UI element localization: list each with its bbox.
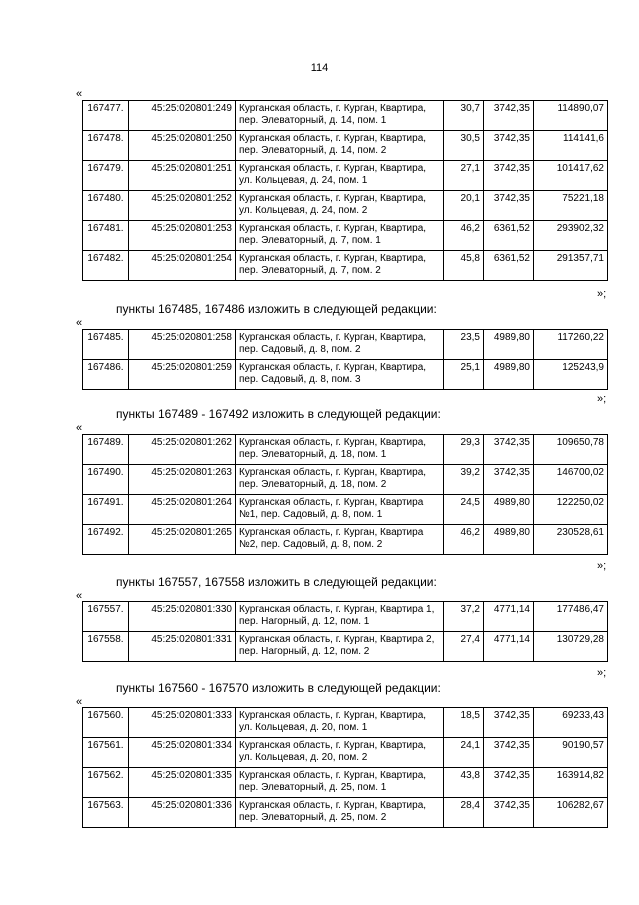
total-cell: 106282,67 — [534, 798, 608, 828]
table-row — [83, 738, 608, 768]
address-cell: Курганская область, г. Курган, Квартира, пер. Садовый, д. 8, пом. 2 — [236, 330, 444, 360]
price-cell: 3742,35 — [484, 191, 534, 221]
row-number-cell: 167485. — [83, 330, 129, 360]
amendment-heading: пункты 167485, 167486 изложить в следующей редакции: — [116, 302, 437, 316]
address-cell: Курганская область, г. Курган, Квартира, пер. Элеваторный, д. 25, пом. 2 — [236, 798, 444, 828]
close-quote: »; — [597, 667, 607, 679]
price-cell: 3742,35 — [484, 738, 534, 768]
close-quote: »; — [597, 288, 607, 300]
price-cell: 6361,52 — [484, 221, 534, 251]
table-row — [83, 161, 608, 191]
row-number-cell: 167490. — [83, 465, 129, 495]
price-cell: 3742,35 — [484, 131, 534, 161]
row-number-cell: 167481. — [83, 221, 129, 251]
row-number-cell: 167561. — [83, 738, 129, 768]
cadastral-number-cell: 45:25:020801:333 — [129, 708, 236, 738]
area-cell: 37,2 — [444, 602, 484, 632]
total-cell: 291357,71 — [534, 251, 608, 281]
total-cell: 101417,62 — [534, 161, 608, 191]
table-row — [83, 191, 608, 221]
address-cell: Курганская область, г. Курган, Квартира, ул. Кольцевая, д. 20, пом. 2 — [236, 738, 444, 768]
property-table — [82, 601, 608, 662]
open-quote: « — [76, 88, 83, 100]
price-cell: 6361,52 — [484, 251, 534, 281]
area-cell: 39,2 — [444, 465, 484, 495]
total-cell: 114890,07 — [534, 101, 608, 131]
cadastral-number-cell: 45:25:020801:251 — [129, 161, 236, 191]
address-cell: Курганская область, г. Курган, Квартира, пер. Садовый, д. 8, пом. 3 — [236, 360, 444, 390]
cadastral-number-cell: 45:25:020801:335 — [129, 768, 236, 798]
cadastral-number-cell: 45:25:020801:254 — [129, 251, 236, 281]
table-row — [83, 768, 608, 798]
cadastral-number-cell: 45:25:020801:334 — [129, 738, 236, 768]
price-cell: 4989,80 — [484, 360, 534, 390]
total-cell: 109650,78 — [534, 435, 608, 465]
price-cell: 4989,80 — [484, 495, 534, 525]
table-row — [83, 632, 608, 662]
cadastral-number-cell: 45:25:020801:250 — [129, 131, 236, 161]
area-cell: 30,5 — [444, 131, 484, 161]
table-row — [83, 330, 608, 360]
total-cell: 75221,18 — [534, 191, 608, 221]
table-row — [83, 435, 608, 465]
row-number-cell: 167482. — [83, 251, 129, 281]
cadastral-number-cell: 45:25:020801:264 — [129, 495, 236, 525]
table-row — [83, 360, 608, 390]
address-cell: Курганская область, г. Курган, Квартира, пер. Элеваторный, д. 7, пом. 2 — [236, 251, 444, 281]
total-cell: 130729,28 — [534, 632, 608, 662]
property-table — [82, 707, 608, 828]
area-cell: 18,5 — [444, 708, 484, 738]
table-row — [83, 602, 608, 632]
row-number-cell: 167480. — [83, 191, 129, 221]
table-row — [83, 101, 608, 131]
amendment-heading: пункты 167557, 167558 изложить в следующей редакции: — [116, 575, 437, 589]
row-number-cell: 167492. — [83, 525, 129, 555]
open-quote: « — [76, 317, 83, 329]
area-cell: 25,1 — [444, 360, 484, 390]
cadastral-number-cell: 45:25:020801:252 — [129, 191, 236, 221]
close-quote: »; — [597, 560, 607, 572]
address-cell: Курганская область, г. Курган, Квартира, пер. Элеваторный, д. 14, пом. 1 — [236, 101, 444, 131]
price-cell: 4771,14 — [484, 632, 534, 662]
total-cell: 114141,6 — [534, 131, 608, 161]
total-cell: 163914,82 — [534, 768, 608, 798]
row-number-cell: 167562. — [83, 768, 129, 798]
price-cell: 4989,80 — [484, 330, 534, 360]
address-cell: Курганская область, г. Курган, Квартира, пер. Элеваторный, д. 14, пом. 2 — [236, 131, 444, 161]
address-cell: Курганская область, г. Курган, Квартира 1, пер. Нагорный, д. 12, пом. 1 — [236, 602, 444, 632]
cadastral-number-cell: 45:25:020801:259 — [129, 360, 236, 390]
price-cell: 3742,35 — [484, 435, 534, 465]
price-cell: 3742,35 — [484, 768, 534, 798]
cadastral-number-cell: 45:25:020801:263 — [129, 465, 236, 495]
total-cell: 90190,57 — [534, 738, 608, 768]
total-cell: 69233,43 — [534, 708, 608, 738]
area-cell: 27,1 — [444, 161, 484, 191]
close-quote: »; — [597, 393, 607, 405]
amendment-heading: пункты 167489 - 167492 изложить в следующей редакции: — [116, 407, 441, 421]
area-cell: 27,4 — [444, 632, 484, 662]
price-cell: 3742,35 — [484, 101, 534, 131]
total-cell: 293902,32 — [534, 221, 608, 251]
row-number-cell: 167563. — [83, 798, 129, 828]
area-cell: 46,2 — [444, 525, 484, 555]
page-number: 114 — [310, 62, 329, 74]
table-row — [83, 131, 608, 161]
price-cell: 3742,35 — [484, 465, 534, 495]
price-cell: 4771,14 — [484, 602, 534, 632]
row-number-cell: 167486. — [83, 360, 129, 390]
address-cell: Курганская область, г. Курган, Квартира 2, пер. Нагорный, д. 12, пом. 2 — [236, 632, 444, 662]
row-number-cell: 167489. — [83, 435, 129, 465]
property-table — [82, 434, 608, 555]
area-cell: 29,3 — [444, 435, 484, 465]
row-number-cell: 167491. — [83, 495, 129, 525]
cadastral-number-cell: 45:25:020801:262 — [129, 435, 236, 465]
address-cell: Курганская область, г. Курган, Квартира, ул. Кольцевая, д. 20, пом. 1 — [236, 708, 444, 738]
table-row — [83, 251, 608, 281]
area-cell: 45,8 — [444, 251, 484, 281]
open-quote: « — [76, 696, 83, 708]
table-row — [83, 708, 608, 738]
address-cell: Курганская область, г. Курган, Квартира, пер. Элеваторный, д. 18, пом. 1 — [236, 435, 444, 465]
open-quote: « — [76, 422, 83, 434]
property-table — [82, 329, 608, 390]
total-cell: 177486,47 — [534, 602, 608, 632]
cadastral-number-cell: 45:25:020801:336 — [129, 798, 236, 828]
price-cell: 3742,35 — [484, 161, 534, 191]
open-quote: « — [76, 590, 83, 602]
area-cell: 46,2 — [444, 221, 484, 251]
row-number-cell: 167558. — [83, 632, 129, 662]
total-cell: 122250,02 — [534, 495, 608, 525]
row-number-cell: 167557. — [83, 602, 129, 632]
area-cell: 24,1 — [444, 738, 484, 768]
area-cell: 20,1 — [444, 191, 484, 221]
address-cell: Курганская область, г. Курган, Квартира, ул. Кольцевая, д. 24, пом. 2 — [236, 191, 444, 221]
table-row — [83, 798, 608, 828]
area-cell: 43,8 — [444, 768, 484, 798]
address-cell: Курганская область, г. Курган, Квартира №1, пер. Садовый, д. 8, пом. 1 — [236, 495, 444, 525]
table-row — [83, 465, 608, 495]
cadastral-number-cell: 45:25:020801:331 — [129, 632, 236, 662]
address-cell: Курганская область, г. Курган, Квартира, пер. Элеваторный, д. 18, пом. 2 — [236, 465, 444, 495]
cadastral-number-cell: 45:25:020801:330 — [129, 602, 236, 632]
total-cell: 230528,61 — [534, 525, 608, 555]
row-number-cell: 167478. — [83, 131, 129, 161]
table-row — [83, 495, 608, 525]
price-cell: 3742,35 — [484, 708, 534, 738]
address-cell: Курганская область, г. Курган, Квартира, ул. Кольцевая, д. 24, пом. 1 — [236, 161, 444, 191]
cadastral-number-cell: 45:25:020801:253 — [129, 221, 236, 251]
total-cell: 125243,9 — [534, 360, 608, 390]
cadastral-number-cell: 45:25:020801:265 — [129, 525, 236, 555]
price-cell: 3742,35 — [484, 798, 534, 828]
area-cell: 28,4 — [444, 798, 484, 828]
area-cell: 23,5 — [444, 330, 484, 360]
cadastral-number-cell: 45:25:020801:249 — [129, 101, 236, 131]
price-cell: 4989,80 — [484, 525, 534, 555]
address-cell: Курганская область, г. Курган, Квартира №2, пер. Садовый, д. 8, пом. 2 — [236, 525, 444, 555]
row-number-cell: 167560. — [83, 708, 129, 738]
total-cell: 146700,02 — [534, 465, 608, 495]
area-cell: 24,5 — [444, 495, 484, 525]
property-table — [82, 100, 608, 281]
amendment-heading: пункты 167560 - 167570 изложить в следующей редакции: — [116, 681, 441, 695]
cadastral-number-cell: 45:25:020801:258 — [129, 330, 236, 360]
total-cell: 117260,22 — [534, 330, 608, 360]
table-row — [83, 525, 608, 555]
address-cell: Курганская область, г. Курган, Квартира, пер. Элеваторный, д. 25, пом. 1 — [236, 768, 444, 798]
area-cell: 30,7 — [444, 101, 484, 131]
row-number-cell: 167477. — [83, 101, 129, 131]
row-number-cell: 167479. — [83, 161, 129, 191]
table-row — [83, 221, 608, 251]
address-cell: Курганская область, г. Курган, Квартира, пер. Элеваторный, д. 7, пом. 1 — [236, 221, 444, 251]
